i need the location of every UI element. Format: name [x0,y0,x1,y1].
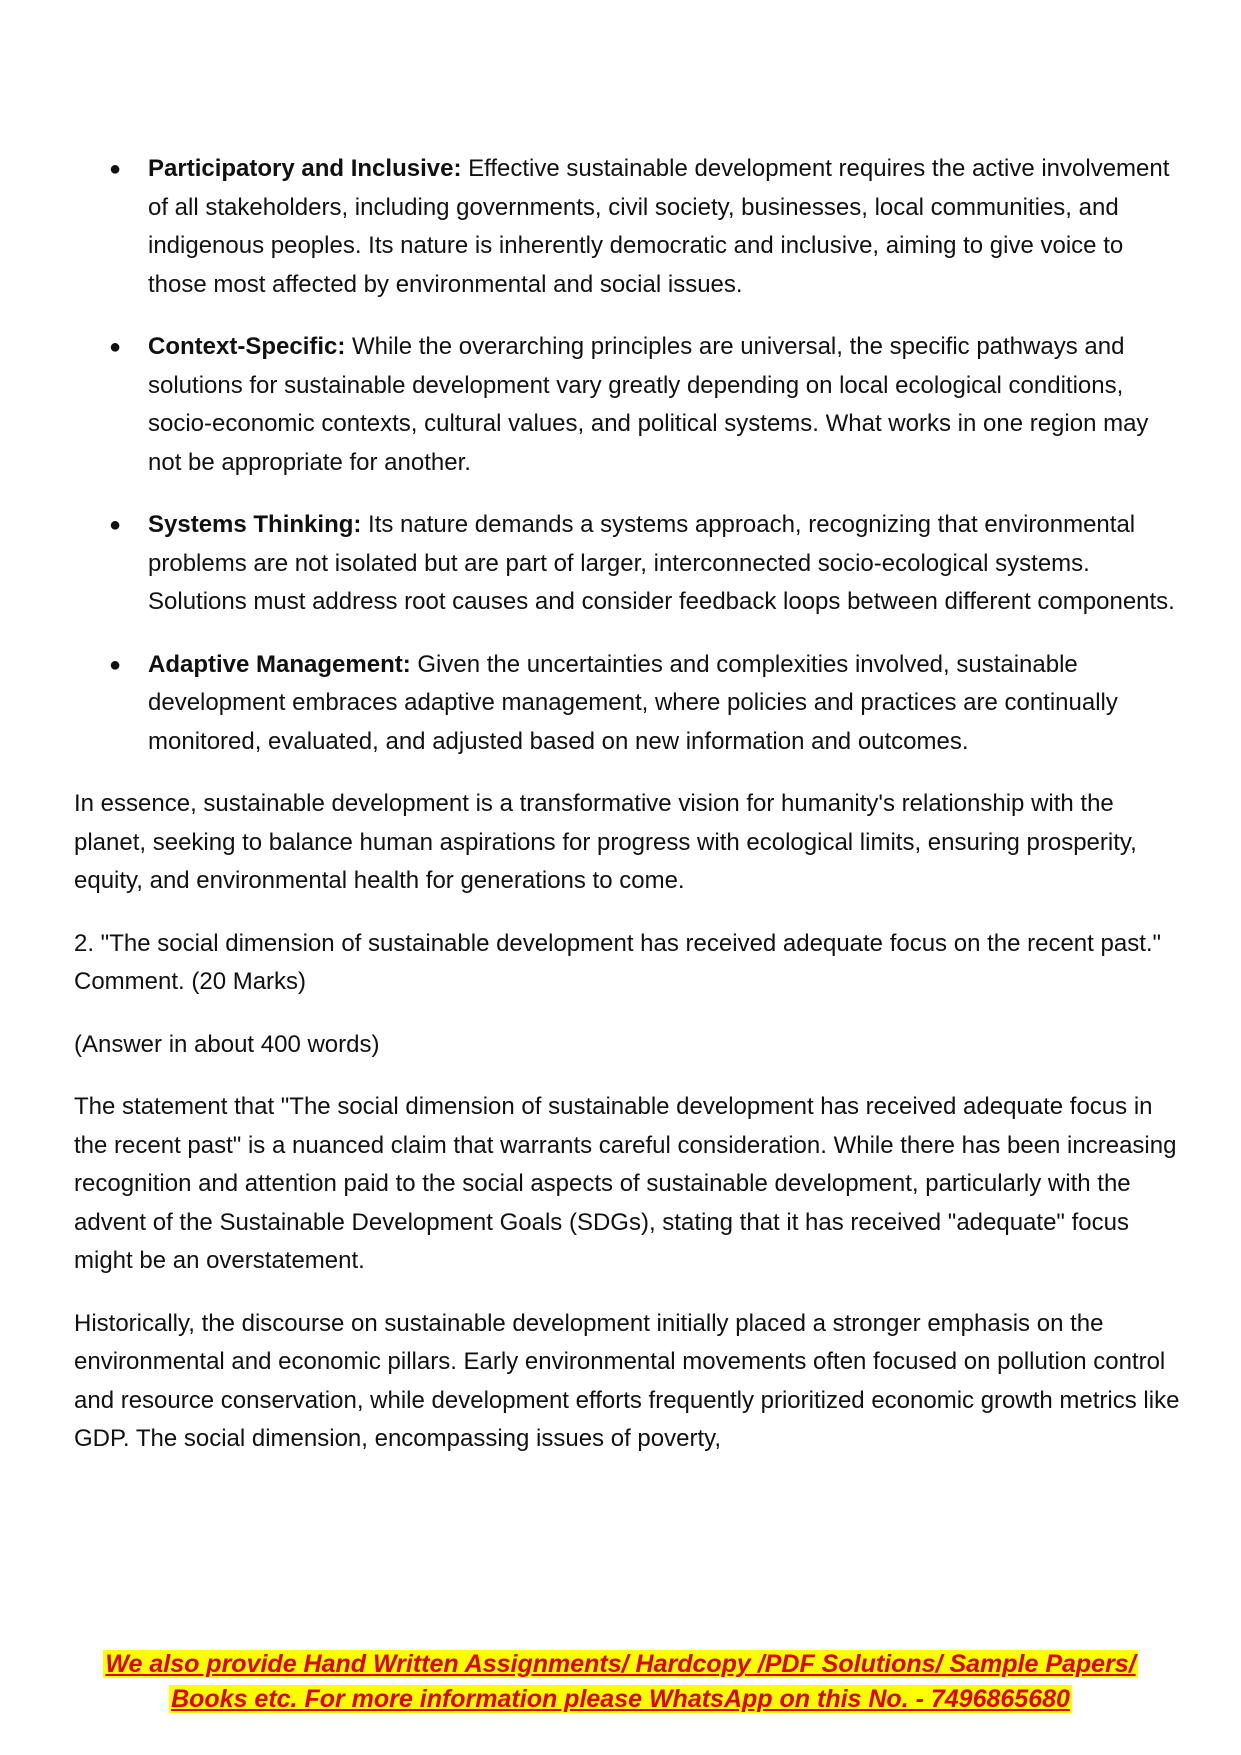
list-item [74,328,1184,482]
list-item [74,506,1184,622]
bullet-term: Adaptive Management: [148,650,411,678]
list-item [74,646,1184,762]
question-heading: 2. "The social dimension of sustainable development has received adequate focus on the recent past." Comment. (20 Marks) [74,929,1162,995]
bullet-icon: ● [109,514,122,536]
answer-paragraph: The statement that "The social dimension of sustainable development has received adequate focus in the recent past" is a nuanced claim that warrants careful consideration. While there has been increasing recognition and attention paid to the social aspects of sustainable development, particularly with the advent of the Sustainable Development Goals (SDGs), stating that it has received "adequate" focus might be an overstatement. [74,1093,1177,1274]
conclusion-paragraph: In essence, sustainable development is a transformative vision for humanity's relationship with the planet, seeking to balance human aspirations for progress with ecological limits, ensuring prosperity, equity, and environmental health for generations to come. [74,790,1137,894]
question-instruction: (Answer in about 400 words) [74,1030,380,1058]
bullet-icon: ● [109,336,122,358]
bullet-term: Participatory and Inclusive: [148,155,462,182]
bullet-term: Context-Specific: [148,333,346,360]
bullet-icon: ● [109,158,122,180]
answer-paragraph: Historically, the discourse on sustainable development initially placed a stronger emphasis on the environmental and economic pillars. Early environmental movements often focused on pollution control and resource conservation, while development efforts frequently prioritized economic growth metrics like GDP. The social dimension, encompassing issues of poverty, [74,1309,1180,1452]
bullet-text: Its nature demands a systems approach, recognizing that environmental problems are not isolated but are part of larger, interconnected socio-ecological systems. Solutions must address root causes and consider feedback loops between different components. [148,511,1175,615]
list-item [74,150,1184,304]
bullet-icon: ● [109,653,122,676]
promo-line-2: Books etc. For more information please WhatsApp on this No. - 7496865680 [171,1685,1070,1713]
promo-footer [0,1647,1241,1717]
bullet-text: While the overarching principles are universal, the specific pathways and solutions for sustainable development vary greatly depending on local ecological conditions, socio-economic contexts, cultural values, and political systems. What works in one region may not be appropriate for another. [148,333,1149,476]
bullet-text: Given the uncertainties and complexities involved, sustainable development embraces adaptive management, where policies and practices are continually monitored, evaluated, and adjusted based on new information and outcomes. [148,650,1118,755]
bullet-term: Systems Thinking: [148,511,362,538]
bullet-text: Effective sustainable development requires the active involvement of all stakeholders, including governments, civil society, businesses, local communities, and indigenous peoples. Its nature is inherently democratic and inclusive, aiming to give voice to those most affected by environmental and social issues. [148,155,1170,298]
bullet-list [74,150,1184,761]
promo-line-1: We also provide Hand Written Assignments/ Hardcopy /PDF Solutions/ Sample Papers/ [105,1650,1136,1678]
page-content [74,150,1184,1483]
